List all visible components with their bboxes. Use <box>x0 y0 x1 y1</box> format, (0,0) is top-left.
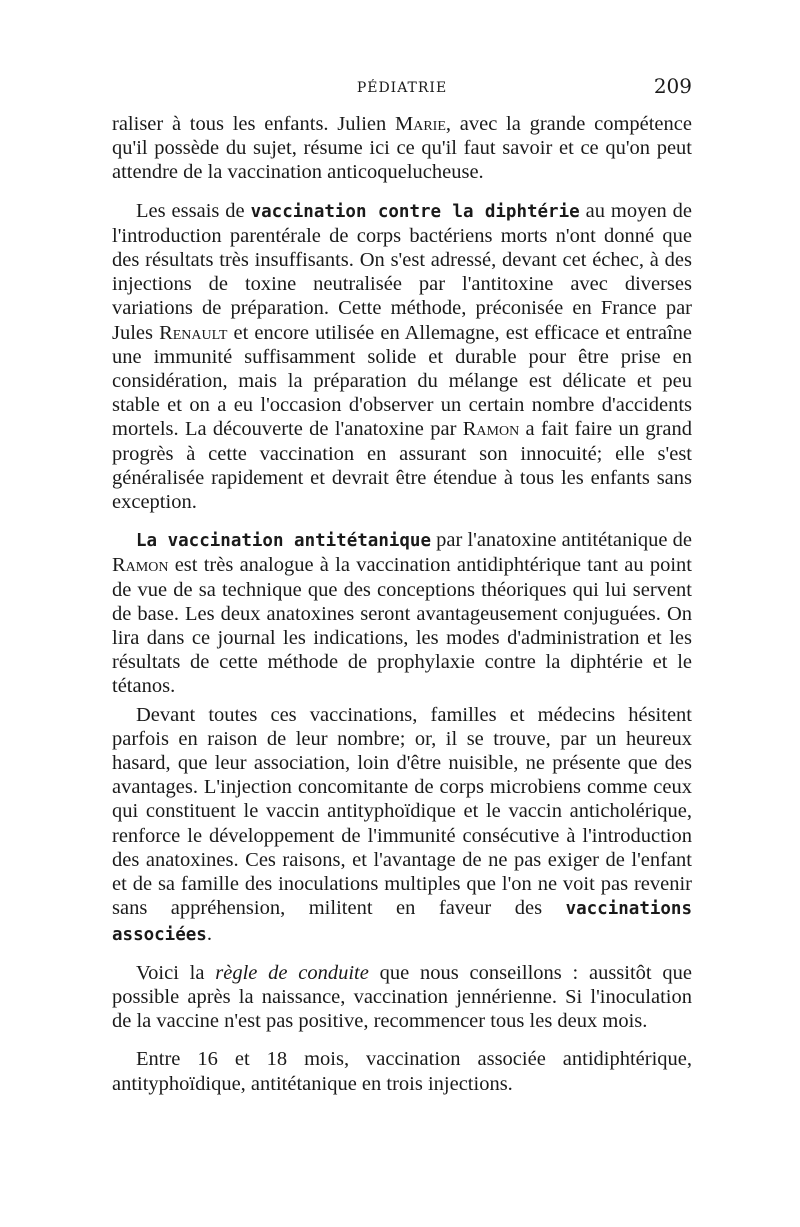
body-text <box>112 112 692 1096</box>
text-run: au moyen de l'introduction parentérale de corps bactériens morts n'ont donné que des résultats très insuffisants. On s'est adressé, devant cet échec, à des injections de toxine neutralisée par l'antitoxine avec diverses variations de préparation. Cette méthode, préconisée en France par Jules <box>112 199 692 344</box>
text-run: Devant toutes ces vaccinations, familles et médecins hésitent parfois en raison de leur nombre; or, il se trouve, par un heureux hasard, que leur association, loin d'être nuisible, ne présente que des avantages. L'injection concomitante de corps microbiens comme ceux qui constituent le vaccin antityphoïdique et le vaccin anticholérique, renforce le développement de l'immunité consécutive à l'introduction des anatoxines. Ces raisons, et l'avantage de ne pas exiger de l'enfant et de sa famille des inoculations multiples que l'on ne voit pas revenir sans appréhension, militent en faveur des <box>112 703 692 920</box>
author-name: Renault <box>159 321 228 344</box>
paragraph <box>112 199 692 515</box>
page-number: 209 <box>653 74 692 98</box>
italic-phrase: règle de conduite <box>215 961 369 984</box>
author-name: Ramon <box>462 418 520 441</box>
text-run: et encore utilisée en Allemagne, est efficace et entraîne une immunité suffisamment solide et durable pour être prise en considération, mais la préparation du mélange est délicate et peu stable et on a eu l'occasion d'observer un certain nombre d'accidents mortels. La découverte de l'anatoxine par <box>112 321 693 441</box>
bold-term: vaccination contre la diphtérie <box>250 201 580 222</box>
bold-term: vaccinations associées <box>112 899 692 945</box>
paragraph <box>112 1047 692 1095</box>
paragraph <box>112 961 692 1034</box>
bold-term: La vaccination antitétanique <box>136 531 432 552</box>
text-run: Entre 16 et 18 mois, vaccination associée antidiphtérique, antityphoïdique, antitétanique en trois injections. <box>112 1048 692 1095</box>
book-page <box>112 74 692 1096</box>
paragraph <box>112 703 692 947</box>
author-name: Marie <box>395 113 446 135</box>
paragraph <box>112 112 692 185</box>
text-run: par l'anatoxine antitétanique de <box>431 529 692 552</box>
author-name: Ramon <box>112 554 169 577</box>
text-run: est très analogue à la vaccination antidiphtérique tant au point de vue de sa technique que des conceptions théoriques qui lui servent de base. Les deux anatoxines seront avantageusement conjuguées. On lira dans ce journal les indications, les modes d'administration et les résultats de cette méthode de prophylaxie contre la diphtérie et le tétanos. <box>112 554 692 698</box>
page-header <box>112 74 692 104</box>
text-run: , avec la grande compétence qu'il possède du sujet, résume ici ce qu'il faut savoir et ce qu'on peut attendre de la vaccination anticoquelucheuse. <box>112 113 692 184</box>
text-run: Les essais de <box>136 199 251 222</box>
text-run: a fait faire un grand progrès à cette vaccination en assurant son innocuité; elle s'est généralisée rapidement et devrait être étendue à tous les enfants sans exception. <box>112 418 692 514</box>
running-head: PÉDIATRIE <box>356 80 448 96</box>
paragraph <box>112 528 692 698</box>
text-run: . <box>206 922 212 945</box>
text-run: que nous conseillons : aussitôt que possible après la naissance, vaccination jennérienne. Si l'inoculation de la vaccine n'est pas positive, recommencer tous les deux mois. <box>112 961 692 1033</box>
text-run: raliser à tous les enfants. Julien <box>112 113 395 135</box>
text-run: Voici la <box>136 961 216 984</box>
